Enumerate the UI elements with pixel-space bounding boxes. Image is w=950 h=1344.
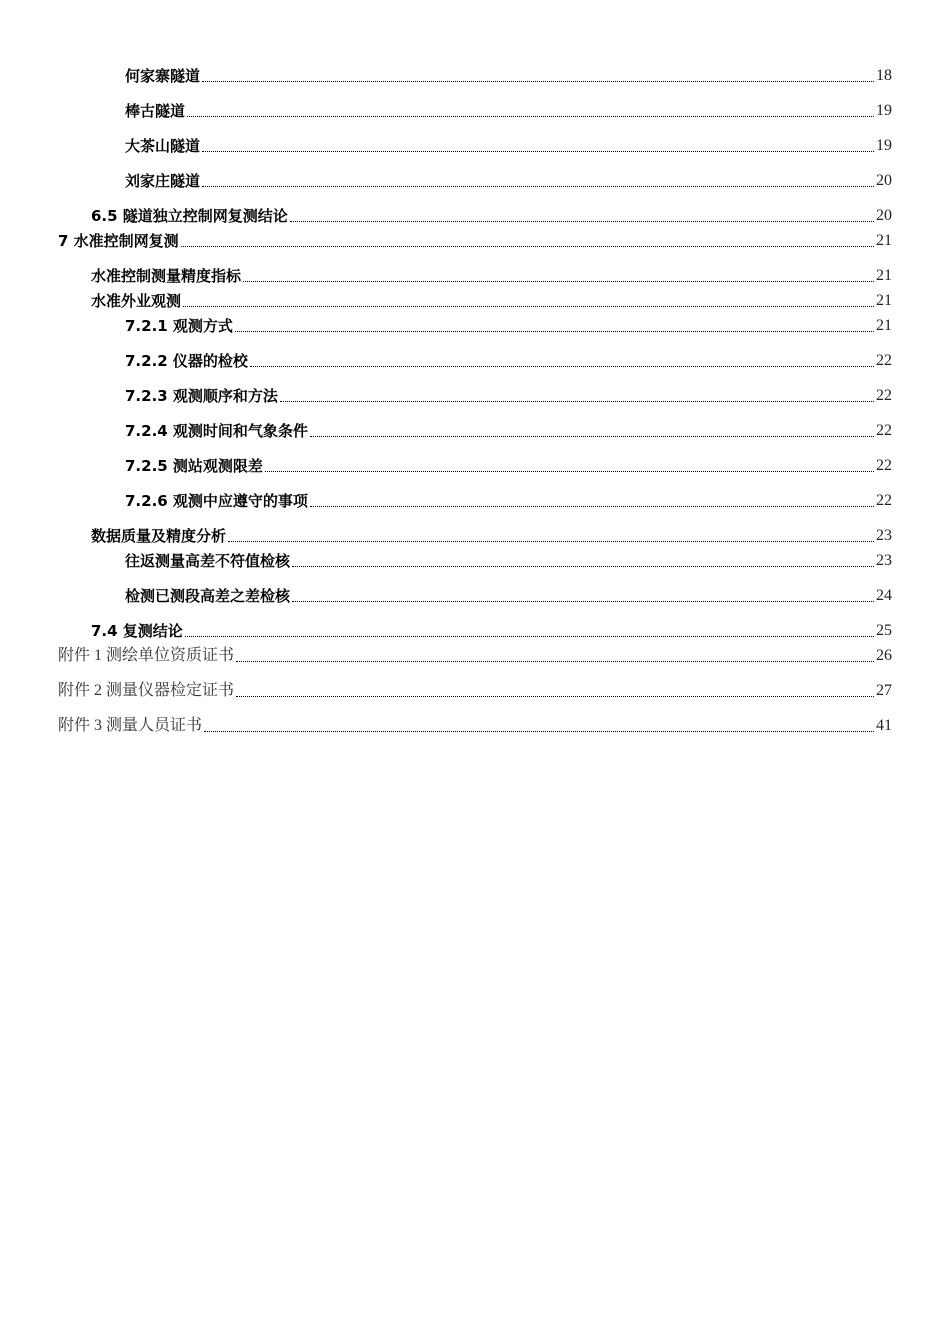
toc-entry-title: 附件 3 测量人员证书: [58, 717, 203, 734]
toc-entry-liujiazhuang-tunnel[interactable]: [125, 169, 892, 191]
dot-leader: [185, 635, 874, 637]
toc-entry-title: 7.2.3 观测顺序和方法: [125, 387, 278, 405]
toc-entry-title: 7.2.1 观测方式: [125, 317, 233, 335]
dot-leader: [280, 400, 874, 402]
dot-leader: [236, 695, 874, 697]
dot-leader: [202, 150, 874, 152]
toc-entry-section-7-2-3[interactable]: [125, 384, 892, 406]
toc-entry-title: 附件 2 测量仪器检定证书: [58, 682, 235, 699]
dot-leader: [265, 470, 874, 472]
toc-entry-title: 刘家庄隧道: [125, 172, 201, 190]
toc-entry-page: 22: [876, 387, 892, 404]
toc-entry-section-7-2-2[interactable]: [125, 349, 892, 371]
toc-entry-title: 附件 1 测绘单位资质证书: [58, 647, 235, 664]
toc-entry-page: 23: [876, 527, 892, 544]
toc-entry-chapter-7[interactable]: [58, 229, 892, 251]
toc-entry-page: 22: [876, 422, 892, 439]
toc-entry-page: 24: [876, 587, 892, 604]
toc-entry-page: 19: [876, 137, 892, 154]
toc-entry-page: 22: [876, 352, 892, 369]
toc-entry-leveling-field-observation[interactable]: [91, 289, 892, 311]
toc-entry-dachashan-tunnel[interactable]: [125, 134, 892, 156]
dot-leader: [290, 220, 874, 222]
dot-leader: [243, 280, 874, 282]
dot-leader: [202, 185, 874, 187]
toc-entry-title: 检测已测段高差之差检核: [125, 587, 291, 605]
toc-entry-title: 7.2.2 仪器的检校: [125, 352, 248, 370]
dot-leader: [187, 115, 874, 117]
toc-entry-title: 棒古隧道: [125, 102, 186, 120]
toc-entry-page: 21: [876, 317, 892, 334]
toc-entry-page: 21: [876, 292, 892, 309]
toc-entry-title: 7.2.4 观测时间和气象条件: [125, 422, 308, 440]
toc-entry-page: 20: [876, 207, 892, 224]
toc-entry-page: 41: [876, 717, 892, 734]
dot-leader: [292, 565, 874, 567]
toc-entry-title: 往返测量高差不符值检核: [125, 552, 291, 570]
toc-entry-section-7-2-1[interactable]: [125, 314, 892, 336]
toc-entry-title: 数据质量及精度分析: [91, 527, 227, 545]
toc-entry-appendix-3[interactable]: [58, 714, 892, 736]
dot-leader: [202, 80, 874, 82]
toc-entry-title: 7.2.6 观测中应遵守的事项: [125, 492, 308, 510]
toc-entry-section-7-2-6[interactable]: [125, 489, 892, 511]
toc-entry-page: 27: [876, 682, 892, 699]
dot-leader: [236, 660, 874, 662]
toc-entry-page: 21: [876, 232, 892, 249]
toc-entry-section-7-2-4[interactable]: [125, 419, 892, 441]
toc-entry-title: 水准外业观测: [91, 292, 182, 310]
toc-entry-page: 25: [876, 622, 892, 639]
toc-entry-banggu-tunnel[interactable]: [125, 99, 892, 121]
dot-leader: [310, 435, 874, 437]
toc-entry-hejiazhai-tunnel[interactable]: [125, 64, 892, 86]
toc-entry-title: 7.4 复测结论: [91, 622, 183, 640]
toc-entry-round-trip-check[interactable]: [125, 549, 892, 571]
dot-leader: [204, 730, 874, 732]
toc-entry-title: 7.2.5 测站观测限差: [125, 457, 263, 475]
toc-entry-segment-difference-check[interactable]: [125, 584, 892, 606]
dot-leader: [250, 365, 874, 367]
toc-entry-page: 22: [876, 457, 892, 474]
toc-entry-page: 26: [876, 647, 892, 664]
dot-leader: [228, 540, 874, 542]
toc-entry-section-6-5[interactable]: [91, 204, 892, 226]
dot-leader: [183, 305, 874, 307]
toc-entry-appendix-1[interactable]: [58, 644, 892, 666]
toc-entry-title: 水准控制测量精度指标: [91, 267, 242, 285]
toc-entry-page: 18: [876, 67, 892, 84]
toc-entry-page: 23: [876, 552, 892, 569]
dot-leader: [310, 505, 874, 507]
toc-entry-data-quality-analysis[interactable]: [91, 524, 892, 546]
toc-entry-page: 21: [876, 267, 892, 284]
toc-entry-title: 大茶山隧道: [125, 137, 201, 155]
dot-leader: [235, 330, 874, 332]
toc-entry-page: 19: [876, 102, 892, 119]
dot-leader: [292, 600, 874, 602]
toc-entry-section-7-4[interactable]: [91, 619, 892, 641]
toc-entry-leveling-accuracy-indicators[interactable]: [91, 264, 892, 286]
toc-entry-page: 20: [876, 172, 892, 189]
toc-entry-appendix-2[interactable]: [58, 679, 892, 701]
toc-entry-title: 6.5 隧道独立控制网复测结论: [91, 207, 288, 225]
dot-leader: [181, 245, 874, 247]
toc-entry-title: 何家寨隧道: [125, 67, 201, 85]
toc-entry-section-7-2-5[interactable]: [125, 454, 892, 476]
toc-entry-title: 7 水准控制网复测: [58, 232, 179, 250]
toc-entry-page: 22: [876, 492, 892, 509]
